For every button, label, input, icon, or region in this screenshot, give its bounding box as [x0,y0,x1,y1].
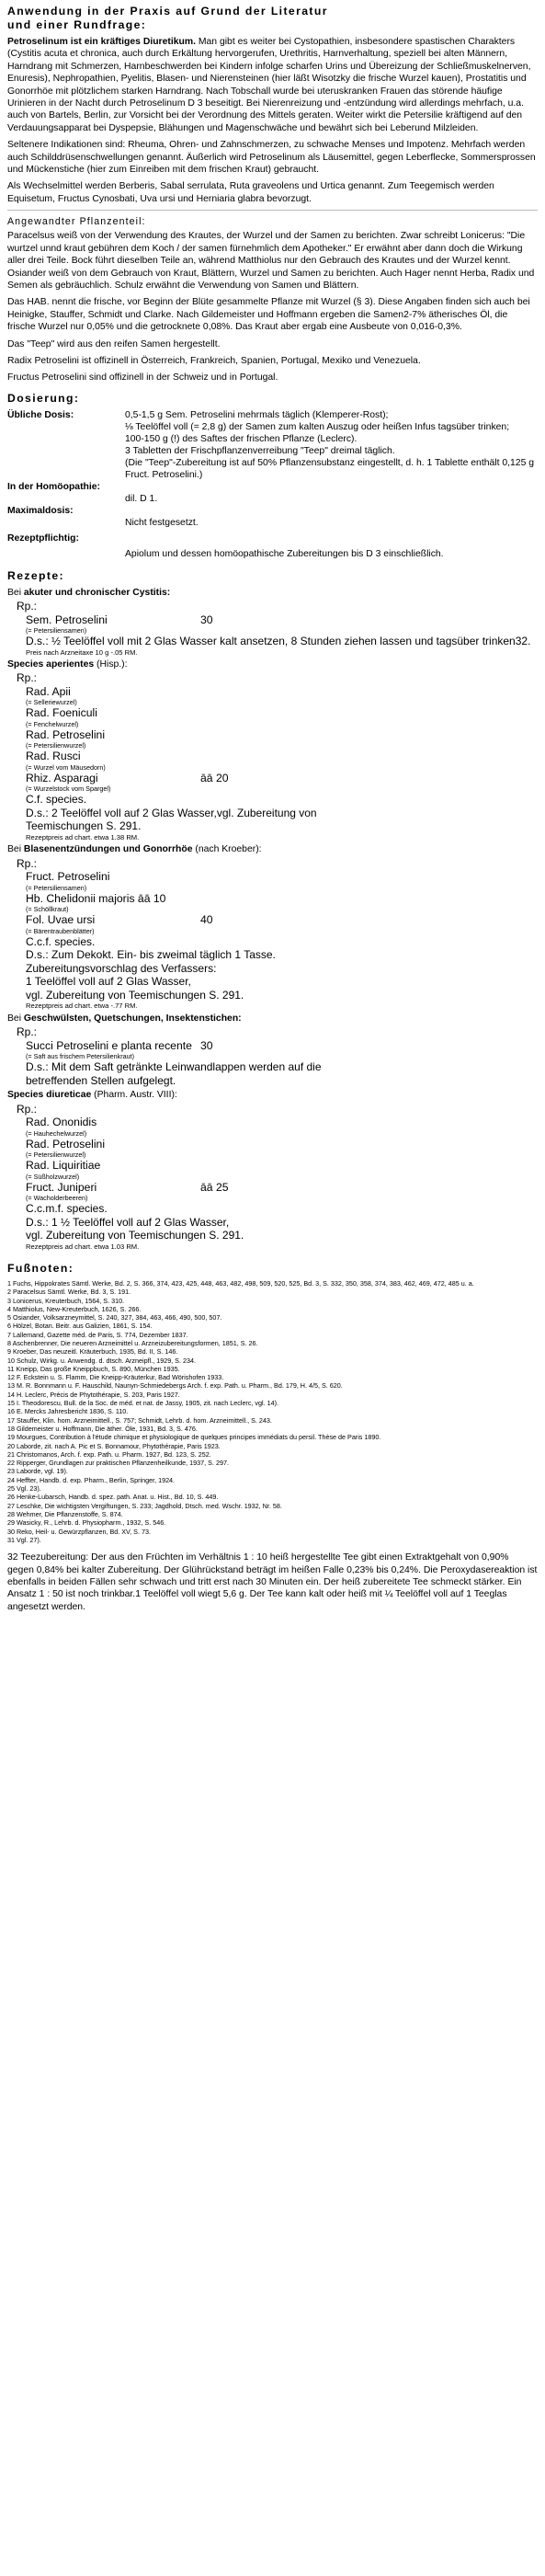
footnote: 2 Paracelsus Sämtl. Werke, Bd. 3, S. 191. [7,1288,131,1297]
dosage-row-usual [7,409,538,481]
divider [7,210,538,211]
footnote: 29 Wasicky, R., Lehrb. d. Physiopharm., 1932, S. 546. [7,1518,166,1528]
ingredient: Rad. Petroselini [26,1137,106,1151]
prescription-label: Rezeptpflichtig: [7,532,79,544]
homoeopathy-value: dil. D 1. [125,493,158,504]
recipe-4: Bei Geschwülsten, Quetschungen, Insektenstichen: Rp.: Succi Petroselini e planta recente 30 (= Saft aus frischem Petersilienkraut) D.s.: Mit dem Saft getränkte Leinwandlappen werden auf die betreffenden Stellen aufgelegt. [7,1013,538,1087]
dosage-row-prescription [7,532,538,544]
footnote: 1 Fuchs, Hippokrates Sämtl. Werke, Bd. 2, S. 366, 374, 423, 425, 448, 463, 482, 498, 509, 520, 525, Bd. 3, S. 332, 350, 358, 374, 383, 462, 469, 472, 485 u. a. [7,1278,474,1288]
footnote: 25 Vgl. 23). [7,1484,41,1494]
footnote: 31 Vgl. 27). [7,1535,41,1544]
ingredient: Fruct. Petroselini [26,870,110,884]
footnote: 28 Wehmer, Die Pflanzenstoffe, S. 874. [7,1509,123,1518]
footnote: 3 Lonicerus, Kreuterbuch, 1564, S. 310. [7,1296,125,1305]
dosage-row-homoeopathy [7,481,538,493]
ingredient: Sem. Petroselini 30 [26,613,213,626]
footnotes-list [7,1279,538,1544]
section-title-dosierung: Dosierung: [7,391,80,405]
section-title-anwendung: Anwendung in der Praxis auf Grund der Literatur und einer Rundfrage: [7,5,328,31]
pflanzenteil-paragraph-4: Radix Petroselini ist offizinell in Österreich, Frankreich, Spanien, Portugal, Mexiko und Venezuela. [7,355,421,366]
footnote: 17 Stauffer, Klin. hom. Arzneimittell., S. 757; Schmidt, Lehrb. d. hom. Arzneimittell., S. 243. [7,1415,272,1425]
max-dose-value: Nicht festgesetzt. [125,517,199,528]
footnote: 21 Christomanos, Arch. f. exp. Path. u. Pharm. 1927, Bd. 123, S. 252. [7,1449,211,1459]
footnote: 5 Osiander, Volksarzneymittel, S. 240, 327, 384, 463, 466, 490, 500, 507. [7,1313,222,1322]
footnote: 24 Heffter, Handb. d. exp. Pharm., Berlin, Springer, 1924. [7,1475,176,1484]
section-title-pflanzenteil: Angewandter Pflanzenteil: [7,216,146,228]
pflanzenteil-paragraph-3: Das "Teep" wird aus den reifen Samen hergestellt. [7,338,221,349]
footnote: 12 F. Eckstein u. S. Flamm, Die Kneipp-Kräuterkur, Bad Wörishofen 1933. [7,1373,224,1382]
recipe-1: Bei akuter und chronischer Cystitis: Rp.: Sem. Petroselini 30 (= Petersiliensamen) D.s.: ½ Teelöffel voll mit 2 Glas Wasser kalt ansetzen, 8 Stunden ziehen lassen und tagsüber trinken32. Preis nach Arzneitaxe 10 g -.05 RM. [7,587,538,657]
ingredient: Rad. Ononidis [26,1116,97,1128]
usual-dose-values: 0,5-1,5 g Sem. Petroselini mehrmals täglich (Klemperer-Rost); ⅛ Teelöffel voll (= 2,8 g) der Samen zum kalten Auszug oder heißen Infus tagsüber trinken; 100-150 g (!) des Saftes der frischen Pflanze (Leclerc). 3 Tabletten der Frischpflanzenverreibung "Teep" dreimal täglich. (Die "Teep"-Zubereitung ist auf 50% Pflanzensubstanz eingestellt, d. h. 1 Tablette enthält 0,125 g Fruct. Petroselini.) [125,409,535,480]
footnote: 16 E. Mercks Jahresbericht 1836, S. 110. [7,1407,129,1416]
footnote: 19 Mourgues, Contribution à l'étude chimique et physiologique de quelques principes immédiats du persil. Thèse de Paris 1890. [7,1433,381,1442]
pflanzenteil-paragraph-1: Paracelsus weiß von der Verwendung des Krautes, der Wurzel und der Samen zu berichten. Zwar schreibt Lonicerus: "Die wurtzel unnd kraut gebühren dem Koch / der samen fürnehmlich dem Apotheker." Er erwähnt aber dann doch die Wirkung aller drei Teile. Bock führt dieselben Teile an, während Matthiolus nur den Gebrauch des Krautes und der Wurzel kennt. Osiander weiß von dem Gebrauch von Kraut, Blättern, Wurzel und Samen zu berichten. Auch Hager nennt Herba, Radix und Semen als gebräuchlich. Schulz erwähnt die Verwendung von Samen und Blättern. [7,231,535,291]
prescription-value: Apiolum und dessen homöopathische Zubereitungen bis D 3 einschließlich. [125,548,444,559]
max-dose-label: Maximaldosis: [7,505,74,516]
dosage-row-max [7,505,538,517]
usual-dose-label: Übliche Dosis: [7,409,74,420]
footnote: 22 Ripperger, Grundlagen zur praktischen Pflanzenheilkunde, 1937, S. 297. [7,1459,229,1468]
footnote-32: 32 Teezubereitung: Der aus den Früchten im Verhältnis 1 : 10 heiß hergestellte Tee gibt einen Extraktgehalt von 0,90% gegen 0,84% bei kalter Zubereitung. Der Glührückstand beträgt im heißen Falle 0,23% bis 0,24%. Die Peroxydasereaktion ist ebenfalls in beiden Fällen sehr schwach und tritt erst nach 30 Minuten ein. Der heiß zubereitete Tee schmeckt stärker. Ein Ansatz 1 : 50 ist noch trinkbar.1 Teelöffel voll wiegt 5,6 g. Der Tee kann kalt oder heiß mit ¼ Teelöffel voll auf 1 Teeglas angesetzt werden. [7,1552,538,1612]
footnote: 15 I. Theodorescu, Bull. de la Soc. de méd. et nat. de Jassy, 1905, zit. nach Leclerc, vgl. 14). [7,1399,278,1408]
footnote: 18 Gildemeister u. Hoffmann, Die äther. Öle, 1931, Bd. 3, S. 476. [7,1424,198,1433]
footnote: 30 Reko, Heil- u. Gewürzpflanzen, Bd. XV, S. 73. [7,1527,151,1536]
section-title-rezepte: Rezepte: [7,568,64,582]
footnote: 7 Lallemand, Gazette méd. de Paris, S. 774, Dezember 1837. [7,1330,188,1339]
footnote: 4 Matthiolus, New-Kreuterbuch, 1626, S. 266. [7,1304,142,1313]
ingredient: Hb. Chelidonii majoris āā 10 [26,891,166,905]
footnote: 6 Hölzel, Botan. Beitr. aus Galizien, 1861, S. 154. [7,1322,153,1331]
recipe-2: Species aperientes (Hisp.): Rp.: Rad. Apii (= Selleriewurzel) Rad. Foeniculi (= Fenchelwurzel) Rad. Petroselini (= Petersilienwurzel) Rad. Rusci (= Wurzel vom Mäusedorn) Rhiz. Asparagi āā 20 (= Wurzelstock vom Spargel) C.f. species. D.s.: 2 Teelöffel voll auf 2 Glas Wasser,vgl. Zubereitung von Teemischungen S. 291. Rezeptpreis ad chart. etwa 1.38 RM. [7,658,538,841]
ingredient: Rhiz. Asparagi āā 20 [26,771,229,784]
footnote: 13 M. R. Bonnmann u. F. Hauschild, Naunyn-Schmiedebergs Arch. f. exp. Path. u. Pharm., Bd. 179, H. 4/5, S. 620. [7,1381,343,1391]
homoeopathy-label: In der Homöopathie: [7,481,101,492]
pflanzenteil-paragraph-2: Das HAB. nennt die frische, vor Beginn der Blüte gesammelte Pflanze mit Wurzel (§ 3). Diese Angaben finden sich auch bei Heinigke, Stauffer, Schmidt und Clarke. Nach Gildemeister und Hoffmann ergeben die Samen2-7% ätherisches Öl, die frische Wurzel nur 0,05% und die getrocknete 0,08%. Das Kraut aber ergab eine Ausbeute von 0,016-0,3%. [7,297,530,333]
ingredient: Rad. Apii [26,684,71,698]
anwendung-paragraph-1: Petroselinum ist ein kräftiges Diuretikum. Man gibt es weiter bei Cystopathien, insbesondere spastischen Charakters (Cystitis acuta et chronica, auch durch Erkältung hervorgerufen, Urethritis, Harnverhaltung, speziell bei alten Männern, Harndrang mit Schmerzen, Harnbeschwerden bei Kindern infolge scharfen Urins und Übereizung der Schließmuskelnerven, Enuresis), Nephropathien, Pyelitis, Blasen- und Nierensteinen (hier läßt Wisotzky die frische Wurzel kauen), Prostatitis und Gonorrhöe mit plötzlichem starken Harndrang. Nach Tobschall wurde bei uteruskranken Frauen das störende häufige Urinieren in der Nacht durch Petroselinum D 3 beseitigt. Bei Nierenreizung und -entzündung wird allerdings mehrfach, u.a. auch von Bartels, Berlin, zur Vorsicht bei der Verordnung des Mittels geraten. Weiter wirkt die Petersilie kräftigend auf den Verdauungsapparat bei Dyspepsie, Blähungen und Magenschwäche und bewährt sich bei Leberund Milzleiden. [7,37,531,133]
footnote: 14 H. Leclerc, Précis de Phytothérapie, S. 203, Paris 1927. [7,1390,180,1399]
dosage-table [7,409,538,560]
ingredient: Rad. Foeniculi [26,706,97,720]
anwendung-paragraph-3: Als Wechselmittel werden Berberis, Sabal serrulata, Ruta graveolens und Urtica genannt. Zum Teegemisch werden Equisetum, Fructus Cynosbati, Uva ursi und Herniaria glabra bevorzugt. [7,181,494,204]
pflanzenteil-paragraph-5: Fructus Petroselini sind offizinell in der Schweiz und in Portugal. [7,372,278,384]
ingredient: Rad. Petroselini [26,727,106,741]
footnote: 23 Laborde, vgl. 19). [7,1467,68,1476]
footnote: 8 Aschenbrenner, Die neueren Arzneimittel u. Arzneizubereitungsformen, 1851, S. 26. [7,1338,258,1347]
ingredient: Rad. Rusci [26,750,81,763]
ingredient: Fruct. Juniperi āā 25 [26,1180,229,1194]
footnote: 26 Henke-Lubarsch, Handb. d. spez. path. Anat. u. Hist., Bd. 10, S. 449. [7,1493,219,1502]
recipe-3: Bei Blasenentzündungen und Gonorrhöe (nach Kroeber): Rp.: Fruct. Petroselini (= Petersiliensamen) Hb. Chelidonii majoris āā 10 (= Schöllkraut) Fol. Uvae ursi 40 (= Bärentraubenblätter) C.c.f. species. D.s.: Zum Dekokt. Ein- bis zweimal täglich 1 Tasse. Zubereitungsvorschlag des Verfassers: 1 Teelöffel voll auf 2 Glas Wasser, vgl. Zubereitung von Teemischungen S. 291. Rezeptpreis ad chart. etwa -.77 RM. [7,843,538,1010]
ingredient: Rad. Liquiritiae [26,1159,101,1172]
ingredient: Fol. Uvae ursi 40 [26,913,213,927]
recipe-5: Species diureticae (Pharm. Austr. VIII): Rp.: Rad. Ononidis (= Hauhechelwurzel) Rad. Petroselini (= Petersilienwurzel) Rad. Liquiritiae (= Süßholzwurzel) Fruct. Juniperi āā 25 (= Wacholderbeeren) C.c.m.f. species. D.s.: 1 ½ Teelöffel voll auf 2 Glas Wasser, vgl. Zubereitung von Teemischungen S. 291. Rezeptpreis ad chart. etwa 1.03 RM. [7,1089,538,1251]
anwendung-paragraph-2: Seltenere Indikationen sind: Rheuma, Ohren- und Zahnschmerzen, zu schwache Menses und Impotenz. Mehrfach werden auch Schilddrüsenschwellungen genannt. Äußerlich wird Petroselinum als Läusemittel, gegen Leberflecke, Sommersprossen und Mückenstiche (hier zum Einreiben mit dem frischen Kraut) gebraucht. [7,140,536,176]
ingredient: Succi Petroselini e planta recente 30 [26,1038,213,1052]
section-title-fussnoten: Fußnoten: [7,1261,74,1275]
footnote: 20 Laborde, zit. nach A. Pic et S. Bonnamour, Phytothérapie, Paris 1923. [7,1441,221,1450]
footnote: 10 Schulz, Wirkg. u. Anwendg. d. dtsch. Arzneipfl., 1929, S. 234. [7,1356,196,1365]
footnote: 11 Kneipp, Das große Kneippbuch, S. 890, München 1935. [7,1364,180,1373]
footnote: 9 Kroeber, Das neuzeitl. Kräuterbuch, 1935, Bd. II, S. 146. [7,1347,178,1357]
footnote: 27 Leschke, Die wichtigsten Vergiftungen, S. 233; Jagdhold, Dtsch. med. Wschr. 1932, Nr. 58. [7,1501,282,1510]
